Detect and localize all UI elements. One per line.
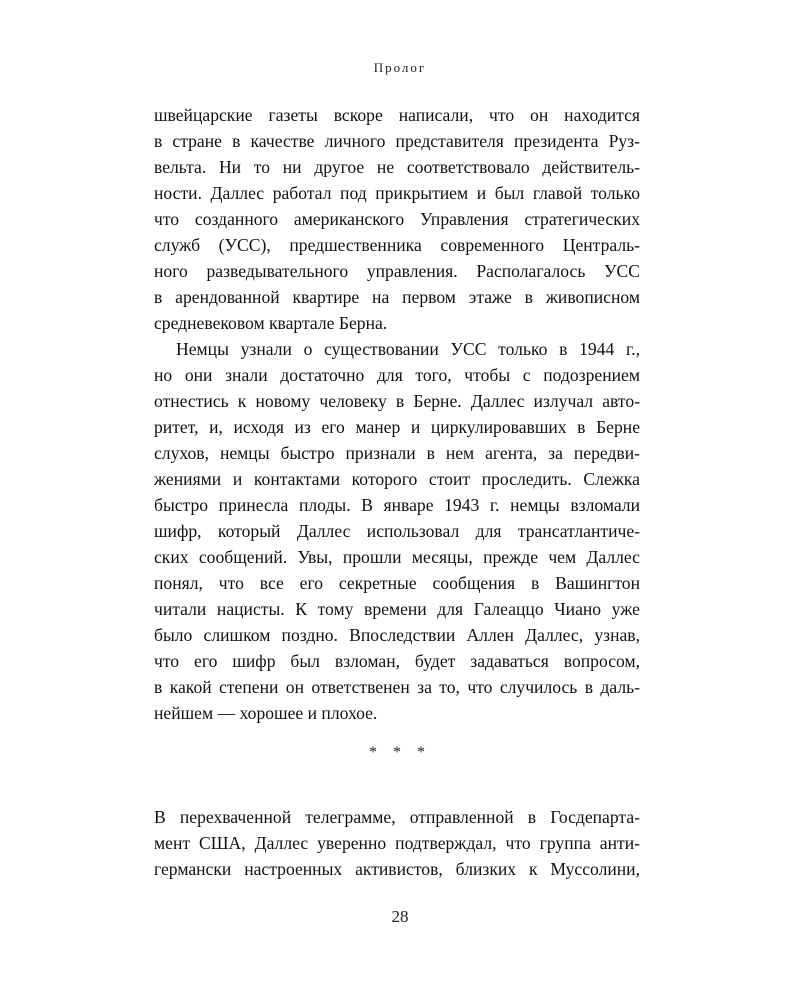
body-text-top (154, 102, 640, 726)
page-number: 28 (391, 907, 409, 926)
text-line: ских сообщений. Увы, прошли месяцы, прежде чем Даллес (154, 547, 640, 567)
text-line: германски настроенных активистов, близких к Муссолини, (154, 859, 640, 879)
body-text-bottom (154, 804, 640, 882)
text-line: жениями и контактами которого стоит проследить. Слежка (154, 469, 640, 489)
text-line: средневековом квартале Берна. (154, 313, 388, 333)
text-line: вельта. Ни то ни другое не соответствовало действитель- (154, 157, 640, 177)
text-line: ного разведывательного управления. Располагалось УСС (154, 261, 640, 281)
text-line: шифр, который Даллес использовал для трансатлантиче- (154, 521, 640, 541)
text-line: в какой степени он ответственен за то, что случилось в даль- (154, 677, 640, 697)
text-line: швейцарские газеты вскоре написали, что он находится (154, 105, 640, 125)
text-line: в арендованной квартире на первом этаже в живописном (154, 287, 640, 307)
text-line: понял, что все его секретные сообщения в Вашингтон (154, 573, 640, 593)
text-line: слухов, немцы быстро признали в нем агента, за передви- (154, 443, 640, 463)
text-line: ритет, и, исходя из его манер и циркулировавших в Берне (154, 417, 640, 437)
text-line: ности. Даллес работал под прикрытием и был главой только (154, 183, 640, 203)
text-line: служб (УСС), предшественника современного Централь- (154, 235, 640, 255)
running-head: Пролог (373, 60, 427, 75)
text-line: что его шифр был взломан, будет задаваться вопросом, (154, 651, 640, 671)
text-line: В перехваченной телеграмме, отправленной в Госдепарта- (154, 807, 640, 827)
text-line: что созданного американского Управления стратегических (154, 209, 640, 229)
text-line: читали нацисты. К тому времени для Галеаццо Чиано уже (154, 599, 640, 619)
text-line: но они знали достаточно для того, чтобы с подозрением (154, 365, 640, 385)
text-line: отнестись к новому человеку в Берне. Даллес излучал авто- (154, 391, 640, 411)
text-line: нейшем — хорошее и плохое. (154, 703, 378, 723)
text-line: в стране в качестве личного представителя президента Руз- (154, 131, 640, 151)
text-line: быстро принесла плоды. В январе 1943 г. немцы взломали (154, 495, 640, 515)
text-line: было слишком поздно. Впоследствии Аллен Даллес, узнав, (154, 625, 640, 645)
text-line: мент США, Даллес уверенно подтверждал, что группа анти- (154, 833, 640, 853)
text-line: Немцы узнали о существовании УСС только в 1944 г., (176, 339, 640, 359)
section-break: * * * (369, 744, 431, 761)
